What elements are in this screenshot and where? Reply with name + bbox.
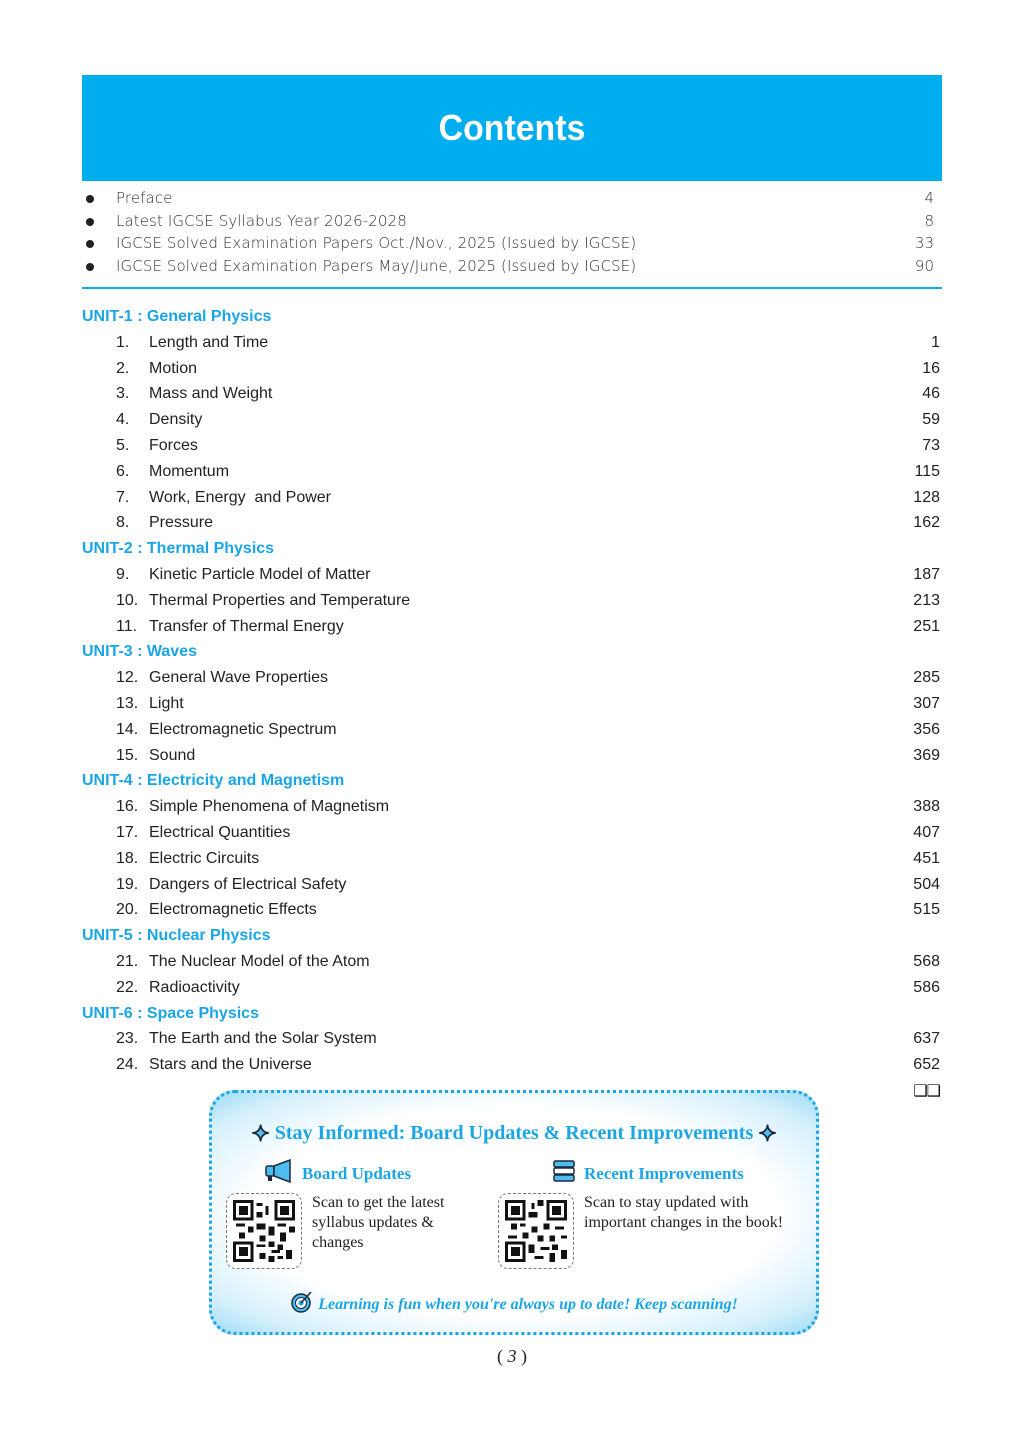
recent-improvements-label: Recent Improvements	[584, 1163, 744, 1183]
recent-improvements-heading	[552, 1159, 744, 1188]
chapter-row[interactable]	[82, 330, 942, 356]
item-label: IGCSE Solved Examination Papers May/June, 2025 (Issued by IGCSE)	[116, 256, 637, 275]
page-number: 451	[913, 849, 940, 867]
qr-code-icon	[233, 1200, 295, 1262]
chapter-title: Forces	[149, 436, 198, 454]
chapter-row[interactable]	[82, 794, 942, 820]
recent-improvements-description: Scan to stay updated with important changes in the book!	[584, 1194, 784, 1231]
bullet-icon	[86, 263, 94, 271]
page-number: 16	[922, 359, 940, 377]
unit-heading[interactable]: UNIT-5 : Nuclear Physics	[82, 927, 271, 945]
chapter-title: Sound	[149, 746, 196, 764]
table-of-contents	[82, 304, 942, 1078]
board-updates-description: Scan to get the latest syllabus updates & changes	[312, 1194, 445, 1251]
chapter-number: 19.	[116, 875, 139, 893]
unit-heading[interactable]: UNIT-1 : General Physics	[82, 308, 272, 325]
page-number: 8	[924, 211, 934, 230]
chapter-number: 22.	[116, 978, 139, 996]
list-item[interactable]	[82, 210, 942, 233]
page-number: 251	[913, 617, 940, 635]
page-number-open: (	[497, 1346, 508, 1366]
page-title: Contents	[438, 107, 586, 148]
chapter-row[interactable]	[82, 356, 942, 382]
chapter-number: 20.	[116, 901, 139, 919]
page-number: 407	[913, 823, 940, 841]
chapter-number: 5.	[116, 436, 130, 454]
info-box-footer-text: Learning is fun when you're always up to date! Keep scanning!	[318, 1296, 738, 1313]
chapter-row[interactable]	[82, 846, 942, 872]
chapter-row[interactable]	[82, 949, 942, 975]
chapter-number: 24.	[116, 1056, 139, 1074]
chapter-number: 17.	[116, 823, 139, 841]
chapter-title: Motion	[149, 359, 198, 377]
chapter-title: Stars and the Universe	[149, 1056, 312, 1074]
bullet-icon	[86, 218, 94, 226]
chapter-row[interactable]	[82, 897, 942, 923]
chapter-number: 9.	[116, 565, 130, 583]
contents-header-band	[82, 75, 942, 181]
page-number: 128	[913, 488, 940, 506]
unit-heading[interactable]: UNIT-3 : Waves	[82, 643, 197, 661]
chapter-title: Kinetic Particle Model of Matter	[149, 565, 371, 583]
chapter-number: 13.	[116, 694, 139, 712]
chapter-row[interactable]	[82, 820, 942, 846]
chapter-title: Simple Phenomena of Magnetism	[149, 798, 390, 816]
chapter-row[interactable]	[82, 588, 942, 614]
sparkle-icon: ✦	[758, 1121, 777, 1146]
chapter-row[interactable]	[82, 975, 942, 1001]
chapter-row[interactable]	[82, 691, 942, 717]
page-number: 90	[914, 256, 934, 275]
chapter-row[interactable]	[82, 743, 942, 769]
info-box-title	[212, 1121, 816, 1147]
qr-code-recent-improvements[interactable]	[498, 1193, 574, 1269]
divider	[82, 287, 942, 289]
chapter-title: Thermal Properties and Temperature	[149, 591, 411, 609]
chapter-number: 3.	[116, 385, 130, 403]
chapter-number: 2.	[116, 359, 130, 377]
page-number: 73	[922, 436, 940, 454]
chapter-row[interactable]	[82, 614, 942, 640]
info-box-footer	[212, 1291, 816, 1314]
chapter-row[interactable]	[82, 1026, 942, 1052]
page-number: 187	[913, 565, 940, 583]
unit-heading[interactable]: UNIT-4 : Electricity and Magnetism	[82, 772, 345, 790]
books-icon	[552, 1159, 576, 1188]
info-box-title-text: Stay Informed: Board Updates & Recent Improvements	[274, 1122, 754, 1144]
chapter-number: 7.	[116, 488, 130, 506]
page-number: 369	[913, 746, 940, 764]
chapter-title: The Earth and the Solar System	[149, 1030, 377, 1048]
chapter-title: Electromagnetic Spectrum	[149, 720, 337, 738]
chapter-row[interactable]	[82, 510, 942, 536]
chapter-number: 23.	[116, 1030, 139, 1048]
page-number: 59	[922, 411, 940, 429]
bullet-icon	[86, 240, 94, 248]
stay-informed-box	[209, 1090, 819, 1335]
chapter-number: 10.	[116, 591, 139, 609]
page-number: 388	[913, 798, 940, 816]
chapter-row[interactable]	[82, 433, 942, 459]
board-updates-heading	[264, 1159, 411, 1188]
chapter-number: 6.	[116, 462, 130, 480]
page-number: 356	[913, 720, 940, 738]
chapter-number: 12.	[116, 669, 139, 687]
page-number: 637	[913, 1030, 940, 1048]
chapter-title: Electric Circuits	[149, 849, 260, 867]
list-item[interactable]	[82, 255, 942, 278]
chapter-row[interactable]	[82, 872, 942, 898]
page-number: 33	[914, 234, 934, 252]
page-number-value: 3	[507, 1346, 517, 1366]
prelims-list	[82, 187, 942, 277]
page-number: 568	[913, 952, 940, 970]
page-number: 515	[913, 901, 940, 919]
page-number: 504	[913, 875, 940, 893]
chapter-row[interactable]	[82, 665, 942, 691]
chapter-title: Density	[149, 411, 203, 429]
unit-heading[interactable]: UNIT-2 : Thermal Physics	[82, 540, 275, 558]
end-marks-icon: ❑❑	[913, 1083, 940, 1100]
chapter-title: General Wave Properties	[149, 669, 329, 687]
chapter-number: 14.	[116, 720, 139, 738]
chapter-row[interactable]	[82, 485, 942, 511]
page-number: 586	[913, 978, 940, 996]
page-number-footer	[0, 1346, 1024, 1367]
chapter-row[interactable]	[82, 562, 942, 588]
chapter-title: The Nuclear Model of the Atom	[149, 952, 370, 970]
target-icon	[290, 1296, 318, 1313]
page-number: 46	[922, 385, 940, 403]
chapter-title: Electromagnetic Effects	[149, 901, 317, 919]
chapter-title: Mass and Weight	[149, 385, 273, 403]
bullet-icon	[86, 195, 94, 203]
board-updates-label: Board Updates	[302, 1163, 412, 1183]
qr-code-board-updates[interactable]	[226, 1193, 302, 1269]
item-label: Preface	[116, 189, 173, 207]
megaphone-icon	[264, 1159, 294, 1188]
chapter-title: Light	[149, 694, 184, 712]
item-label: Latest IGCSE Syllabus Year 2026-2028	[116, 211, 407, 230]
chapter-row[interactable]	[82, 459, 942, 485]
page-number: 162	[913, 514, 940, 532]
chapter-number: 8.	[116, 514, 130, 532]
chapter-row[interactable]	[82, 717, 942, 743]
chapter-title: Dangers of Electrical Safety	[149, 875, 347, 893]
page-number: 1	[931, 333, 940, 351]
page-number: 213	[913, 591, 940, 609]
chapter-title: Radioactivity	[149, 978, 240, 996]
page-number: 285	[913, 669, 940, 687]
chapter-title: Pressure	[149, 514, 214, 532]
chapter-title: Momentum	[149, 462, 230, 480]
chapter-row[interactable]	[82, 407, 942, 433]
unit-heading[interactable]: UNIT-6 : Space Physics	[82, 1004, 259, 1022]
chapter-title: Electrical Quantities	[149, 823, 291, 841]
chapter-row[interactable]	[82, 1052, 942, 1078]
qr-code-icon	[505, 1200, 567, 1262]
list-item[interactable]	[82, 232, 942, 255]
page-number: 4	[924, 189, 934, 207]
chapter-number: 11.	[116, 617, 138, 635]
chapter-number: 21.	[116, 952, 139, 970]
chapter-title: Transfer of Thermal Energy	[149, 617, 344, 635]
chapter-row[interactable]	[82, 381, 942, 407]
page-number: 115	[914, 462, 940, 480]
chapter-number: 18.	[116, 849, 139, 867]
page-number: 652	[913, 1056, 940, 1074]
list-item[interactable]	[82, 187, 942, 210]
chapter-title: Work, Energy and Power	[149, 488, 332, 506]
item-label: IGCSE Solved Examination Papers Oct./Nov., 2025 (Issued by IGCSE)	[116, 234, 637, 252]
page-number: 307	[913, 694, 940, 712]
sparkle-icon: ✦	[251, 1121, 270, 1146]
page-number-close: )	[516, 1346, 527, 1366]
chapter-number: 1.	[116, 333, 130, 351]
chapter-number: 4.	[116, 411, 130, 429]
chapter-number: 15.	[116, 746, 139, 764]
chapter-title: Length and Time	[149, 333, 269, 351]
chapter-number: 16.	[116, 798, 139, 816]
